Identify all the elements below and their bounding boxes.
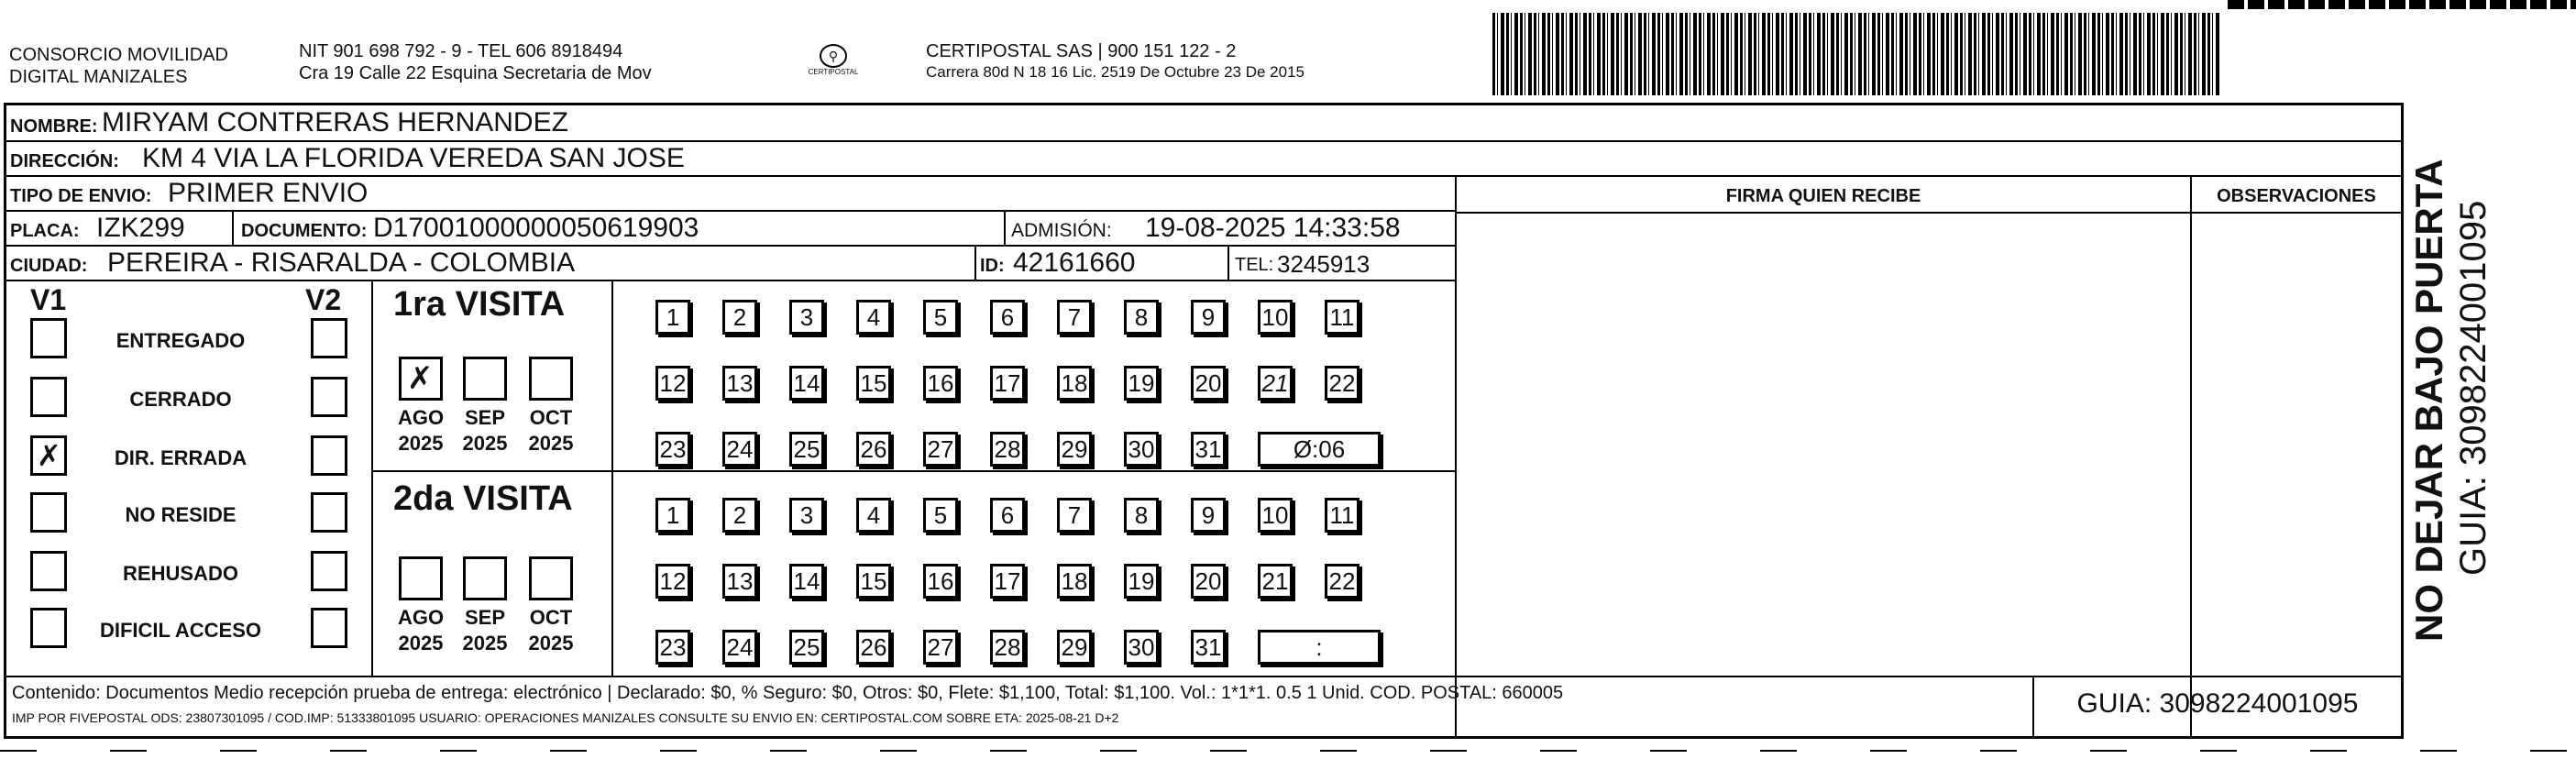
nombre-value: MIRYAM CONTRERAS HERNANDEZ [102, 107, 568, 138]
day-box[interactable]: 19 [1124, 564, 1159, 599]
month-label: SEP [464, 406, 506, 429]
day-box[interactable]: 13 [722, 366, 757, 401]
id-label: ID: [980, 256, 1005, 276]
placa-label: PLACA: [10, 221, 80, 241]
day-box[interactable]: 15 [856, 564, 891, 599]
day-box[interactable]: 26 [856, 630, 891, 665]
day-box[interactable]: 27 [923, 432, 958, 467]
day-box[interactable]: 24 [722, 432, 757, 467]
day-box[interactable]: 7 [1057, 498, 1092, 533]
tel-value: 3245913 [1277, 250, 1371, 278]
year-label: 2025 [462, 432, 508, 455]
month-checkbox[interactable] [399, 357, 443, 401]
ciudad-label: CIUDAD: [10, 256, 88, 276]
status-v2-checkbox[interactable] [311, 608, 347, 648]
day-box[interactable]: 11 [1325, 498, 1360, 533]
day-box[interactable]: 5 [923, 300, 958, 335]
year-label: 2025 [528, 632, 574, 654]
row-nombre [6, 105, 2401, 142]
day-box[interactable]: 24 [722, 630, 757, 665]
day-box[interactable]: 21 [1258, 564, 1293, 599]
day-box[interactable]: 3 [789, 498, 824, 533]
day-box[interactable]: 8 [1124, 498, 1159, 533]
status-label: CERRADO [129, 388, 232, 411]
month-label: OCT [529, 606, 573, 629]
ciudad-value: PEREIRA - RISARALDA - COLOMBIA [107, 248, 576, 278]
month-label: AGO [397, 406, 445, 429]
status-panel [6, 281, 373, 676]
day-box[interactable]: 4 [856, 300, 891, 335]
barcode [1492, 13, 2221, 95]
status-v2-checkbox[interactable] [311, 435, 347, 476]
day-box[interactable]: 18 [1057, 366, 1092, 401]
visit-months-panel [373, 281, 613, 676]
day-box[interactable]: 22 [1325, 366, 1360, 401]
day-box[interactable]: 14 [789, 564, 824, 599]
day-box[interactable]: 20 [1191, 366, 1226, 401]
divider [613, 470, 1455, 472]
direccion-value: KM 4 VIA LA FLORIDA VEREDA SAN JOSE [142, 143, 685, 173]
status-label: NO RESIDE [125, 503, 237, 526]
tipo-label: TIPO DE ENVIO: [10, 186, 152, 206]
day-box[interactable]: 6 [990, 300, 1025, 335]
day-box[interactable]: 22 [1325, 564, 1360, 599]
day-box[interactable]: 23 [655, 432, 690, 467]
year-label: 2025 [462, 632, 508, 654]
day-box[interactable]: 13 [722, 564, 757, 599]
placa-value: IZK299 [96, 213, 185, 243]
status-v1-checkbox[interactable] [30, 377, 67, 417]
year-label: 2025 [398, 432, 444, 455]
day-box[interactable]: 16 [923, 366, 958, 401]
status-v2-checkbox[interactable] [311, 377, 347, 417]
day-box[interactable]: 30 [1124, 630, 1159, 665]
day-box[interactable]: 9 [1191, 498, 1226, 533]
month-checkbox[interactable] [529, 357, 573, 401]
check-mark-icon: ✗ [407, 361, 434, 396]
tel-label: TEL: [1235, 255, 1274, 275]
row-placa [6, 212, 1455, 247]
content-line: Contenido: Documentos Medio recepción prueba de entrega: electrónico | Declarado: $0, % Seguro: $0, Otros: $0, Flete: $1,100, Total: $1,100. Vol.: 1*1*1. 0.5 1 Unid. COD. POSTAL: 660005 [12, 683, 1564, 703]
day-box[interactable]: 10 [1258, 498, 1293, 533]
delivery-form [4, 103, 2404, 739]
day-box[interactable]: 31 [1191, 432, 1226, 467]
year-label: 2025 [528, 432, 574, 455]
nombre-label: NOMBRE: [10, 116, 98, 137]
day-box[interactable]: 8 [1124, 300, 1159, 335]
status-v1-checkbox[interactable] [30, 551, 67, 591]
day-box[interactable]: 18 [1057, 564, 1092, 599]
company-name: CONSORCIO MOVILIDAD DIGITAL MANIZALES [9, 45, 228, 87]
observaciones-label: OBSERVACIONES [2217, 186, 2376, 206]
day-box[interactable]: 4 [856, 498, 891, 533]
row-ciudad [6, 247, 1455, 281]
day-box[interactable]: 25 [789, 630, 824, 665]
firma-label: FIRMA QUIEN RECIBE [1725, 186, 1921, 206]
day-box[interactable]: 30 [1124, 432, 1159, 467]
day-box[interactable]: 23 [655, 630, 690, 665]
day-box[interactable]: 1 [655, 300, 690, 335]
status-v2-checkbox[interactable] [311, 492, 347, 533]
divider [2190, 177, 2192, 736]
day-box[interactable]: 5 [923, 498, 958, 533]
no-dejar-bajo-puerta: NO DEJAR BAJO PUERTA [2407, 159, 2450, 642]
day-box[interactable]: 2 [722, 498, 757, 533]
day-box[interactable]: 12 [655, 564, 690, 599]
day-box[interactable]: 28 [990, 630, 1025, 665]
day-box[interactable]: 3 [789, 300, 824, 335]
tipo-value: PRIMER ENVIO [168, 178, 369, 208]
second-visit-title: 2da VISITA [393, 479, 573, 518]
status-label: DIR. ERRADA [114, 446, 248, 469]
divider [1455, 177, 1457, 736]
status-label: REHUSADO [123, 562, 238, 585]
day-box[interactable]: 19 [1124, 366, 1159, 401]
time-box[interactable]: Ø:06 [1258, 432, 1381, 467]
guia-box: GUIA: 3098224001095 [2076, 688, 2359, 719]
month-checkbox[interactable] [463, 357, 507, 401]
status-v1-checkbox[interactable] [30, 435, 67, 476]
documento-label: DOCUMENTO: [241, 221, 368, 241]
status-v1-checkbox[interactable] [30, 318, 67, 358]
top-edge-marks [2228, 0, 2576, 9]
month-label: AGO [397, 606, 445, 629]
day-box[interactable]: 16 [923, 564, 958, 599]
year-label: 2025 [398, 632, 444, 654]
carrier-info: CERTIPOSTAL SAS | 900 151 122 - 2 Carrera 80d N 18 16 Lic. 2519 De Octubre 23 De 2015 [926, 41, 1305, 81]
check-mark-icon: ✗ [37, 439, 61, 472]
v1-label: V1 [30, 283, 67, 316]
direccion-label: DIRECCIÓN: [10, 151, 119, 171]
day-box[interactable]: 17 [990, 366, 1025, 401]
documento-value: D17001000000050619903 [373, 213, 699, 243]
first-visit-title: 1ra VISITA [393, 285, 566, 324]
day-box[interactable]: 26 [856, 432, 891, 467]
status-v2-checkbox[interactable] [311, 551, 347, 591]
company-contact: NIT 901 698 792 - 9 - TEL 606 8918494 Cra 19 Calle 22 Esquina Secretaria de Mov [299, 41, 652, 83]
day-box[interactable]: 29 [1057, 630, 1092, 665]
day-box[interactable]: 21 [1258, 366, 1293, 401]
divider [1455, 212, 2401, 214]
row-tipo [6, 177, 1455, 212]
day-box[interactable]: 1 [655, 498, 690, 533]
day-box[interactable]: 27 [923, 630, 958, 665]
day-box[interactable]: 2 [722, 300, 757, 335]
day-box[interactable]: 29 [1057, 432, 1092, 467]
day-box[interactable]: 14 [789, 366, 824, 401]
month-label: OCT [529, 406, 573, 429]
day-box[interactable]: 12 [655, 366, 690, 401]
month-checkbox[interactable] [399, 556, 443, 600]
divider [6, 676, 2401, 677]
day-box[interactable]: 20 [1191, 564, 1226, 599]
status-label: ENTREGADO [116, 329, 246, 352]
time-box[interactable]: : [1258, 630, 1381, 665]
day-box[interactable]: 7 [1057, 300, 1092, 335]
day-box[interactable]: 10 [1258, 300, 1293, 335]
day-box[interactable]: 31 [1191, 630, 1226, 665]
day-box[interactable]: 6 [990, 498, 1025, 533]
side-guia: GUIA: 3098224001095 [2453, 200, 2493, 576]
status-v1-checkbox[interactable] [30, 608, 67, 648]
row-direccion [6, 142, 2401, 177]
status-label: DIFICIL ACCESO [99, 619, 261, 642]
id-value: 42161660 [1013, 248, 1136, 278]
day-box[interactable]: 15 [856, 366, 891, 401]
day-box[interactable]: 25 [789, 432, 824, 467]
month-checkbox[interactable] [463, 556, 507, 600]
day-box[interactable]: 28 [990, 432, 1025, 467]
status-v2-checkbox[interactable] [311, 318, 347, 358]
v2-label: V2 [305, 283, 342, 316]
month-checkbox[interactable] [529, 556, 573, 600]
certipostal-logo: ⚲ CERTIPOSTAL [807, 44, 860, 76]
imp-line: IMP POR FIVEPOSTAL ODS: 23807301095 / COD.IMP: 51333801095 USUARIO: OPERACIONES MANIZALES CONSULTE SU ENVIO EN: CERTIPOSTAL.COM SOBRE ETA: 2025-08-21 D+2 [12, 710, 1119, 725]
admision-value: 19-08-2025 14:33:58 [1145, 213, 1401, 243]
status-v1-checkbox[interactable] [30, 492, 67, 533]
day-box[interactable]: 9 [1191, 300, 1226, 335]
admision-label: ADMISIÓN: [1011, 220, 1112, 241]
day-box[interactable]: 17 [990, 564, 1025, 599]
bottom-edge-marks [0, 750, 2576, 752]
day-box[interactable]: 11 [1325, 300, 1360, 335]
month-label: SEP [464, 606, 506, 629]
